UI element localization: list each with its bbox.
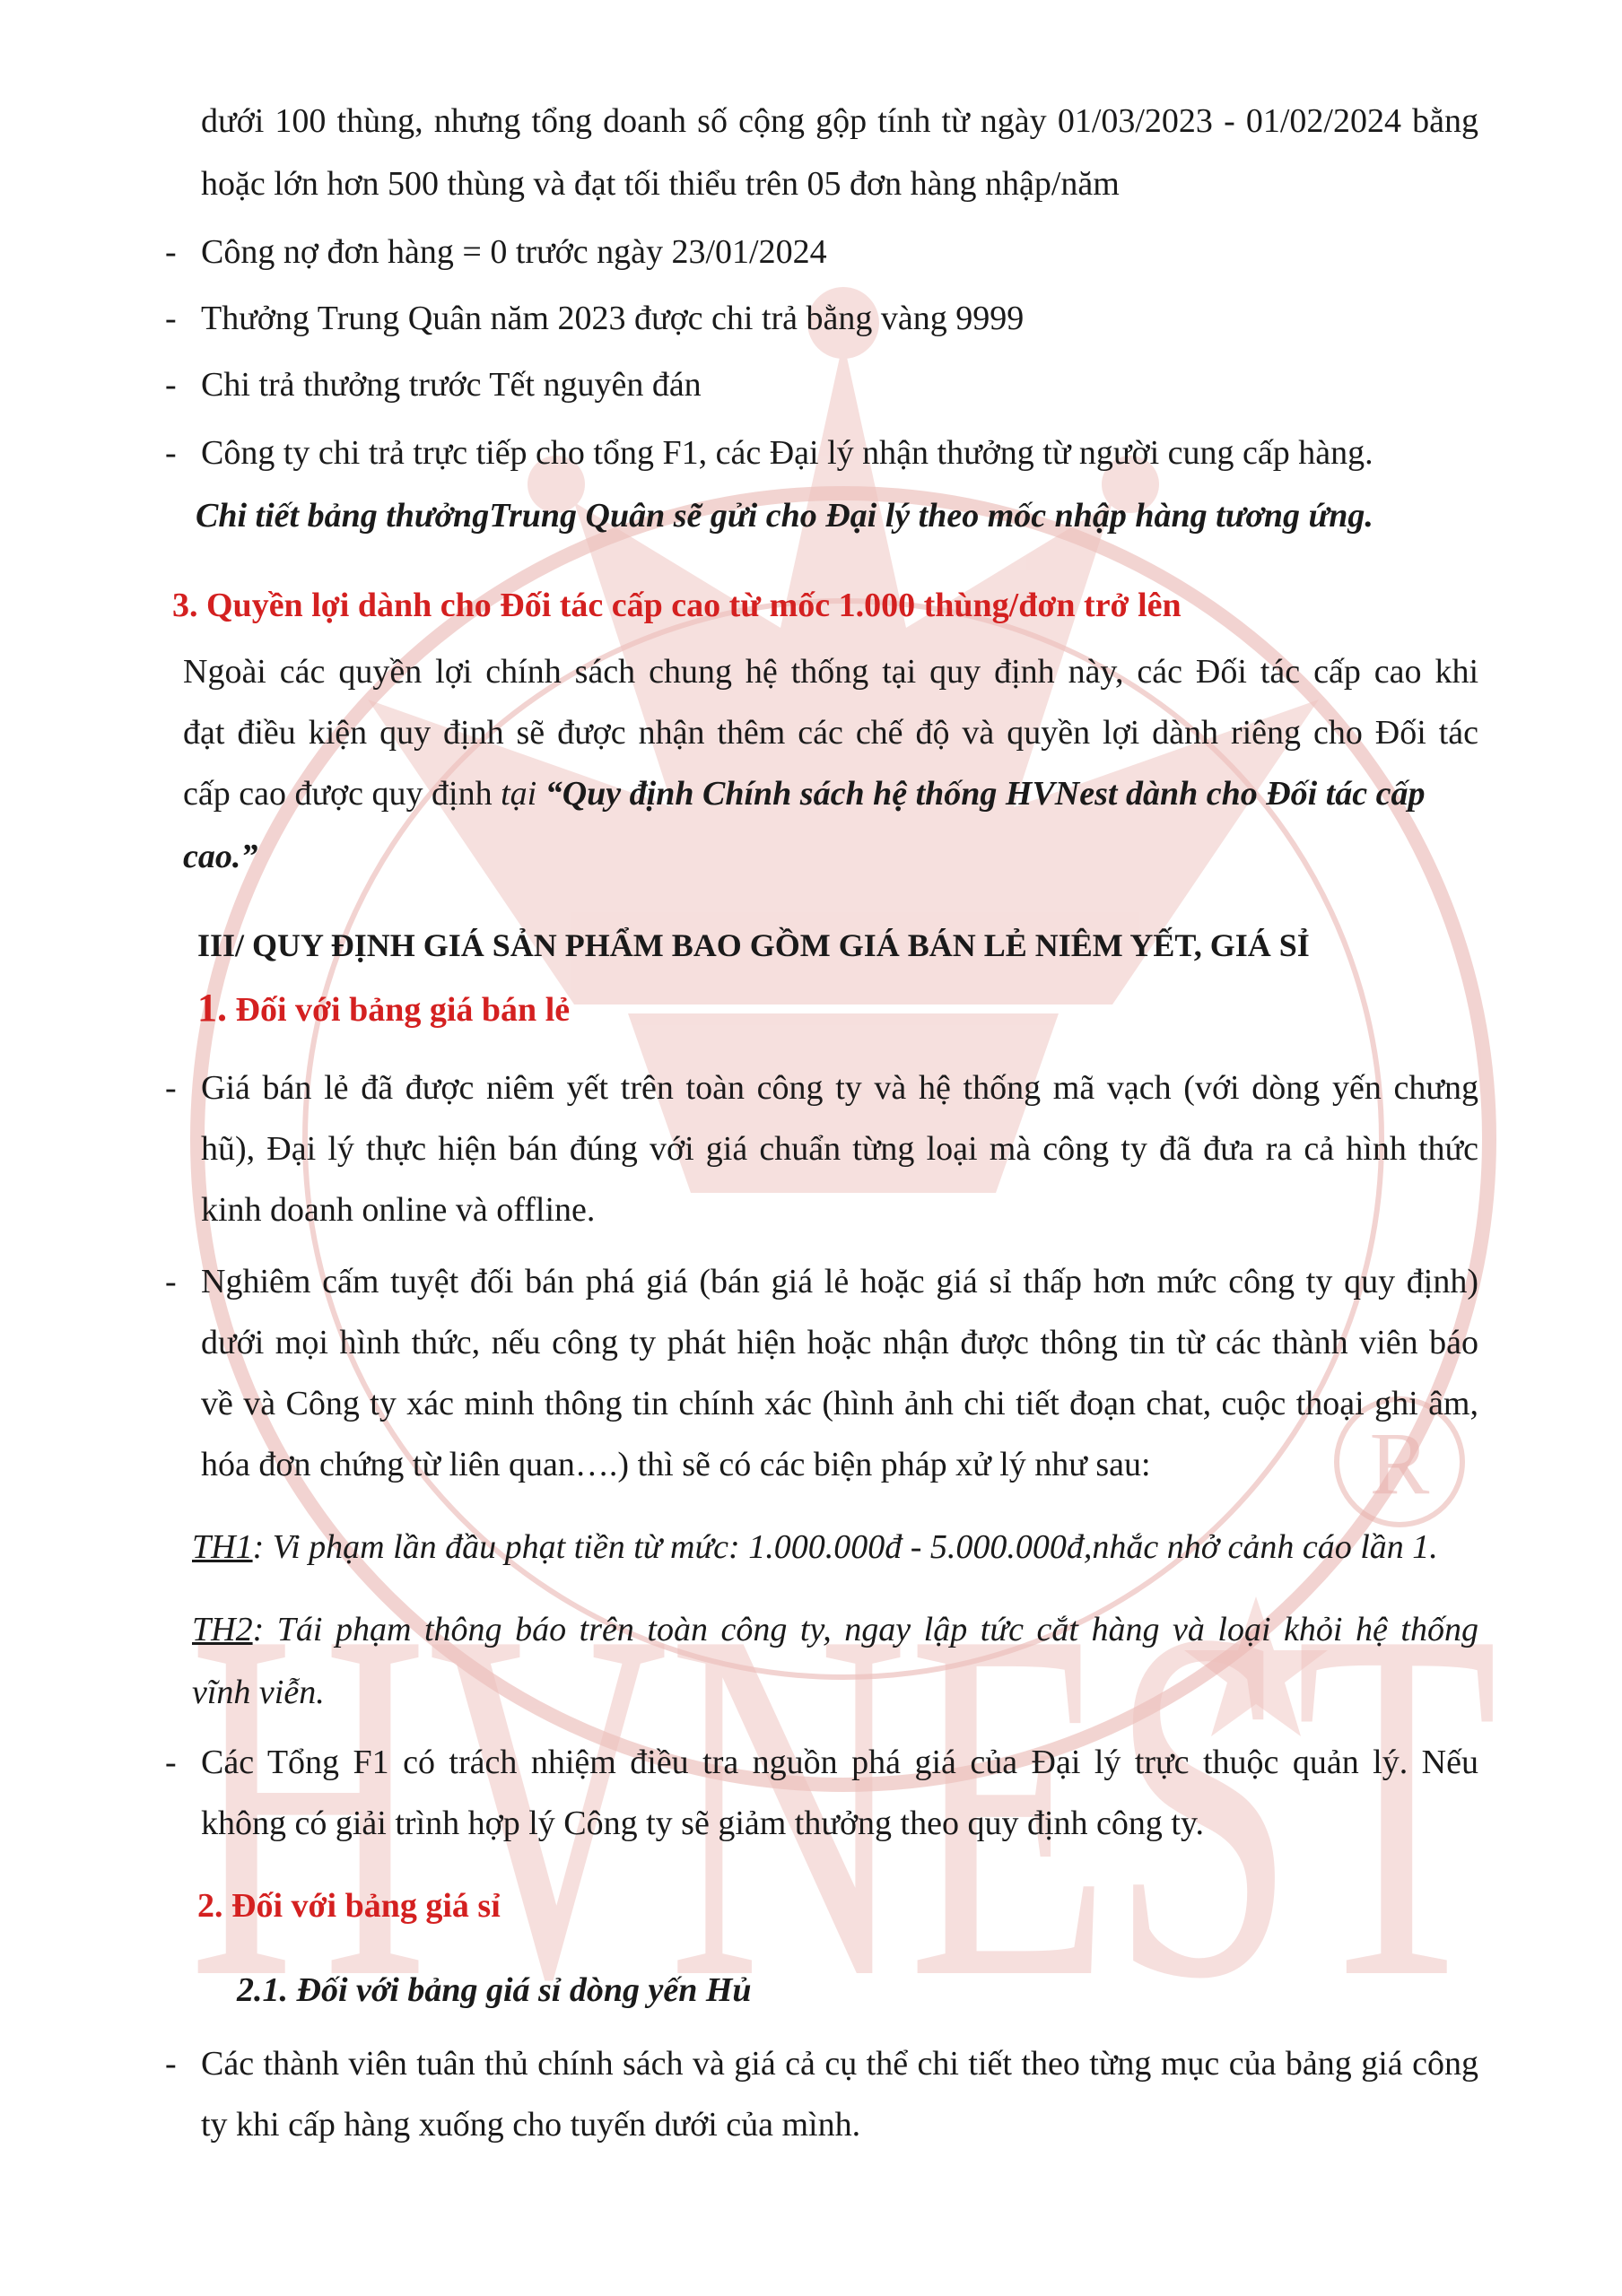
registered-mark: R: [1369, 1413, 1430, 1513]
bullet-dash: -: [165, 434, 177, 472]
bullet-dash: -: [165, 300, 177, 337]
dumping-line-2: dưới mọi hình thức, nếu công ty phát hiện hoặc nhận được thông tin từ các thành viên báo: [201, 1324, 1478, 1361]
watermark-brand: HVNEST: [188, 1526, 1498, 2083]
subsection-2-heading: 2. Đối với bảng giá sỉ: [197, 1887, 501, 1925]
wholesale-line-2: ty khi cấp hàng xuống cho tuyến dưới của mình.: [201, 2106, 861, 2144]
retail-line-2: hũ), Đại lý thực hiện bán đúng với giá chuẩn từng loại mà công ty đã đưa ra cả hình thức: [201, 1130, 1478, 1168]
benefits-para-line-1: Ngoài các quyền lợi chính sách chung hệ thống tại quy định này, các Đối tác cấp cao khi: [183, 653, 1478, 691]
benefits-para-line-2: đạt điều kiện quy định sẽ được nhận thêm các chế độ và quyền lợi dành riêng cho Đối tác: [183, 714, 1478, 752]
dumping-line-4: hóa đơn chứng từ liên quan….) thì sẽ có các biện pháp xử lý như sau:: [201, 1446, 1151, 1483]
bullet-dash: -: [165, 1263, 177, 1300]
dumping-line-3: về và Công ty xác minh thông tin chính xác (hình ảnh chi tiết đoạn chat, cuộc thoại ghi âm,: [201, 1385, 1478, 1422]
wholesale-line-1: Các thành viên tuân thủ chính sách và giá cả cụ thể chi tiết theo từng mục của bảng giá công: [201, 2045, 1478, 2083]
bullet-tet-payment: Chi trả thưởng trước Tết nguyên đán: [201, 366, 702, 404]
bullet-dash: -: [165, 1069, 177, 1107]
case-th2: TH2: Tái phạm thông báo trên toàn công ty, ngay lập tức cắt hàng và loại khỏi hệ thống: [192, 1611, 1478, 1648]
bullet-debt: Công nợ đơn hàng = 0 trước ngày 23/01/2024: [201, 233, 827, 271]
f1-duty-line-2: không có giải trình hợp lý Công ty sẽ giảm thưởng theo quy định công ty.: [201, 1805, 1204, 1842]
f1-duty-line-1: Các Tổng F1 có trách nhiệm điều tra nguồn phá giá của Đại lý trực thuộc quản lý. Nếu: [201, 1744, 1478, 1781]
section-3-heading: 3. Quyền lợi dành cho Đối tác cấp cao từ mốc 1.000 thùng/đơn trở lên: [172, 587, 1182, 624]
benefits-para-line-3: cấp cao được quy định tại “Quy định Chính sách hệ thống HVNest dành cho Đối tác cấp: [183, 775, 1426, 813]
bullet-dash: -: [165, 2045, 177, 2083]
section-iii-title: III/ QUY ĐỊNH GIÁ SẢN PHẨM BAO GỒM GIÁ BÁN LẺ NIÊM YẾT, GIÁ SỈ: [197, 927, 1310, 963]
bullet-f1-payment: Công ty chi trả trực tiếp cho tổng F1, các Đại lý nhận thưởng từ người cung cấp hàng.: [201, 434, 1373, 472]
bullet-gold-reward: Thưởng Trung Quân năm 2023 được chi trả bằng vàng 9999: [201, 300, 1025, 337]
retail-line-3: kinh doanh online và offline.: [201, 1191, 596, 1229]
retail-line-1: Giá bán lẻ đã được niêm yết trên toàn công ty và hệ thống mã vạch (với dòng yến chưng: [201, 1069, 1478, 1107]
continuation-line-2: hoặc lớn hơn 500 thùng và đạt tối thiểu trên 05 đơn hàng nhập/năm: [201, 165, 1120, 203]
bullet-dash: -: [165, 366, 177, 404]
subsection-1-heading: 1. Đối với bảng giá bán lẻ: [197, 986, 571, 1030]
case-th2-cont: vĩnh viễn.: [192, 1674, 325, 1711]
reward-note: Chi tiết bảng thưởngTrung Quân sẽ gửi cho Đại lý theo mốc nhập hàng tương ứng.: [196, 497, 1373, 535]
case-th1: TH1: Vi phạm lần đầu phạt tiền từ mức: 1.000.000đ - 5.000.000đ,nhắc nhở cảnh cáo lần 1.: [192, 1528, 1438, 1566]
bullet-dash: -: [165, 233, 177, 271]
bullet-dash: -: [165, 1744, 177, 1781]
continuation-line-1: dưới 100 thùng, nhưng tổng doanh số cộng gộp tính từ ngày 01/03/2023 - 01/02/2024 bằng: [201, 102, 1478, 140]
dumping-line-1: Nghiêm cấm tuyệt đối bán phá giá (bán giá lẻ hoặc giá sỉ thấp hơn mức công ty quy định): [201, 1263, 1478, 1300]
subsection-2-1-heading: 2.1. Đối với bảng giá sỉ dòng yến Hủ: [237, 1971, 752, 2009]
benefits-para-line-4: cao.”: [183, 838, 258, 875]
